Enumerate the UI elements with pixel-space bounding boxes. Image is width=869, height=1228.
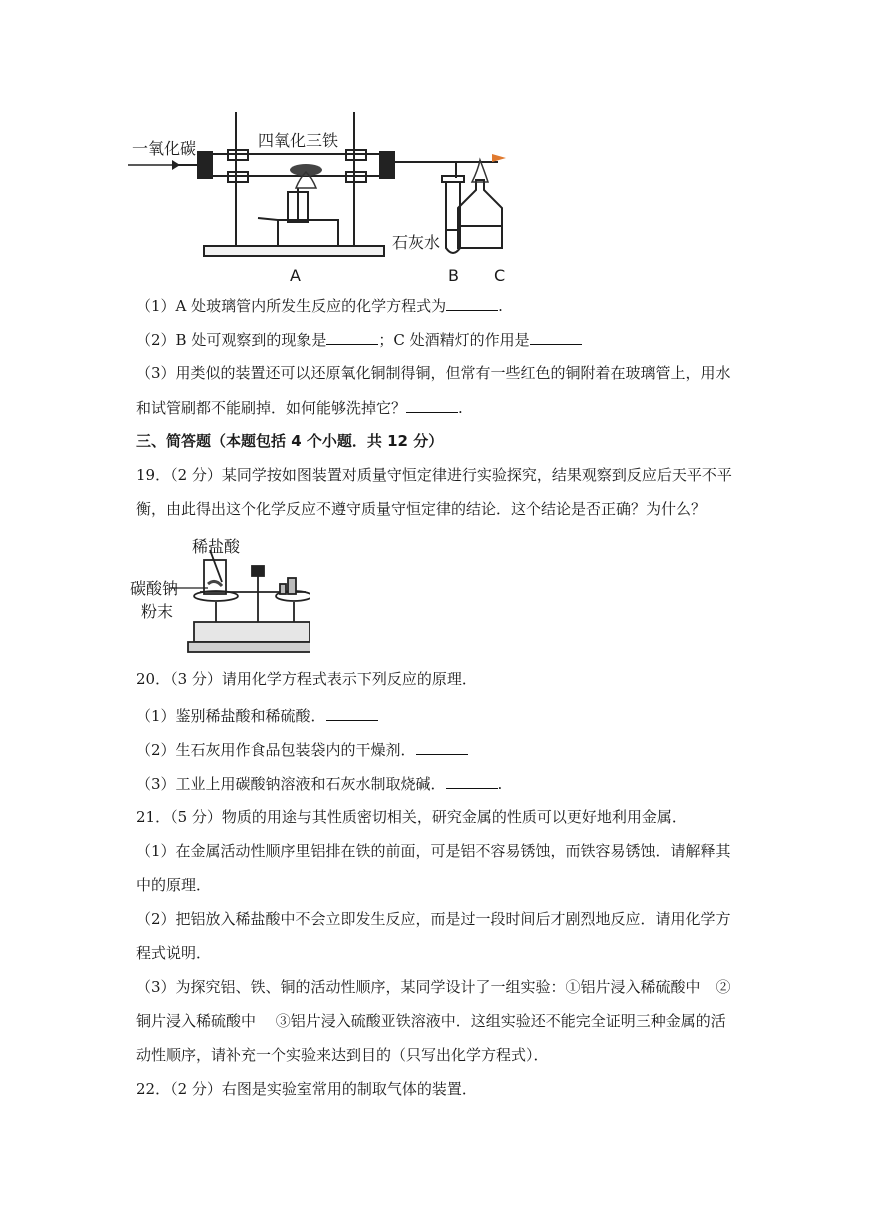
q20-stem: 20．（3 分）请用化学方程式表示下列反应的原理． xyxy=(136,670,477,688)
answer-blank[interactable] xyxy=(446,294,498,311)
label-c: C xyxy=(494,266,506,285)
answer-blank[interactable] xyxy=(446,772,498,789)
acid-label: 稀盐酸 xyxy=(192,537,241,556)
q19-line2: 衡，由此得出这个化学反应不遵守质量守恒定律的结论．这个结论是否正确？为什么？ xyxy=(136,500,707,518)
co-label: 一氧化碳 xyxy=(132,139,197,158)
q21-stem: 21．（5 分）物质的用途与其性质密切相关，研究金属的性质可以更好地利用金属． xyxy=(136,808,687,826)
powder-label-2: 粉末 xyxy=(141,602,174,621)
q20-part2: （2）生石灰用作食品包装袋内的干燥剂． xyxy=(136,738,468,761)
q18-part3-line1: （3）用类似的装置还可以还原氧化铜制得铜，但常有一些红色的铜附着在玻璃管上，用水 xyxy=(136,364,731,382)
answer-blank[interactable] xyxy=(326,704,378,721)
q21-part1-line1: （1）在金属活动性顺序里铝排在铁的前面，可是铝不容易锈蚀，而铁容易锈蚀．请解释其 xyxy=(136,842,731,860)
q20-part3: （3）工业上用碳酸钠溶液和石灰水制取烧碱． . xyxy=(136,772,502,795)
q20-part1: （1）鉴别稀盐酸和稀硫酸． xyxy=(136,704,378,727)
limewater-label: 石灰水 xyxy=(392,233,441,252)
q21-part3-line1: （3）为探究铝、铁、铜的活动性顺序，某同学设计了一组实验：①铝片浸入稀硫酸中 ② xyxy=(136,978,731,996)
q22-stem: 22．（2 分）右图是实验室常用的制取气体的装置． xyxy=(136,1080,477,1098)
answer-blank[interactable] xyxy=(406,396,458,413)
q21-part3-line3: 动性顺序，请补充一个实验来达到目的（只写出化学方程式）． xyxy=(136,1046,549,1064)
q21-part2-line1: （2）把铝放入稀盐酸中不会立即发生反应，而是过一段时间后才剧烈地反应．请用化学方 xyxy=(136,910,731,928)
section-heading: 三、简答题（本题包括 4 个小题．共 12 分） xyxy=(136,432,444,450)
powder-label-1: 碳酸钠 xyxy=(130,579,179,598)
fe3o4-label: 四氧化三铁 xyxy=(258,131,339,150)
label-a: A xyxy=(290,266,301,285)
answer-blank[interactable] xyxy=(416,738,468,755)
q18-part2: （2）B 处可观察到的现象是 ；C 处酒精灯的作用是 xyxy=(136,328,582,351)
q21-part2-line2: 程式说明． xyxy=(136,944,212,962)
q21-part3-line2: 铜片浸入稀硫酸中 ③铝片浸入硫酸亚铁溶液中．这组实验还不能完全证明三种金属的活 xyxy=(136,1012,726,1030)
q19-line1: 19．（2 分）某同学按如图装置对质量守恒定律进行实验探究，结果观察到反应后天平不平 xyxy=(136,466,732,484)
q18-part3-line2: 和试管刷都不能刷掉．如何能够洗掉它？ . xyxy=(136,396,463,419)
q21-part1-line2: 中的原理． xyxy=(136,876,212,894)
q18-part1: （1）A 处玻璃管内所发生反应的化学方程式为 . xyxy=(136,294,503,317)
answer-blank[interactable] xyxy=(326,328,378,345)
answer-blank[interactable] xyxy=(530,328,582,345)
label-b: B xyxy=(448,266,459,285)
